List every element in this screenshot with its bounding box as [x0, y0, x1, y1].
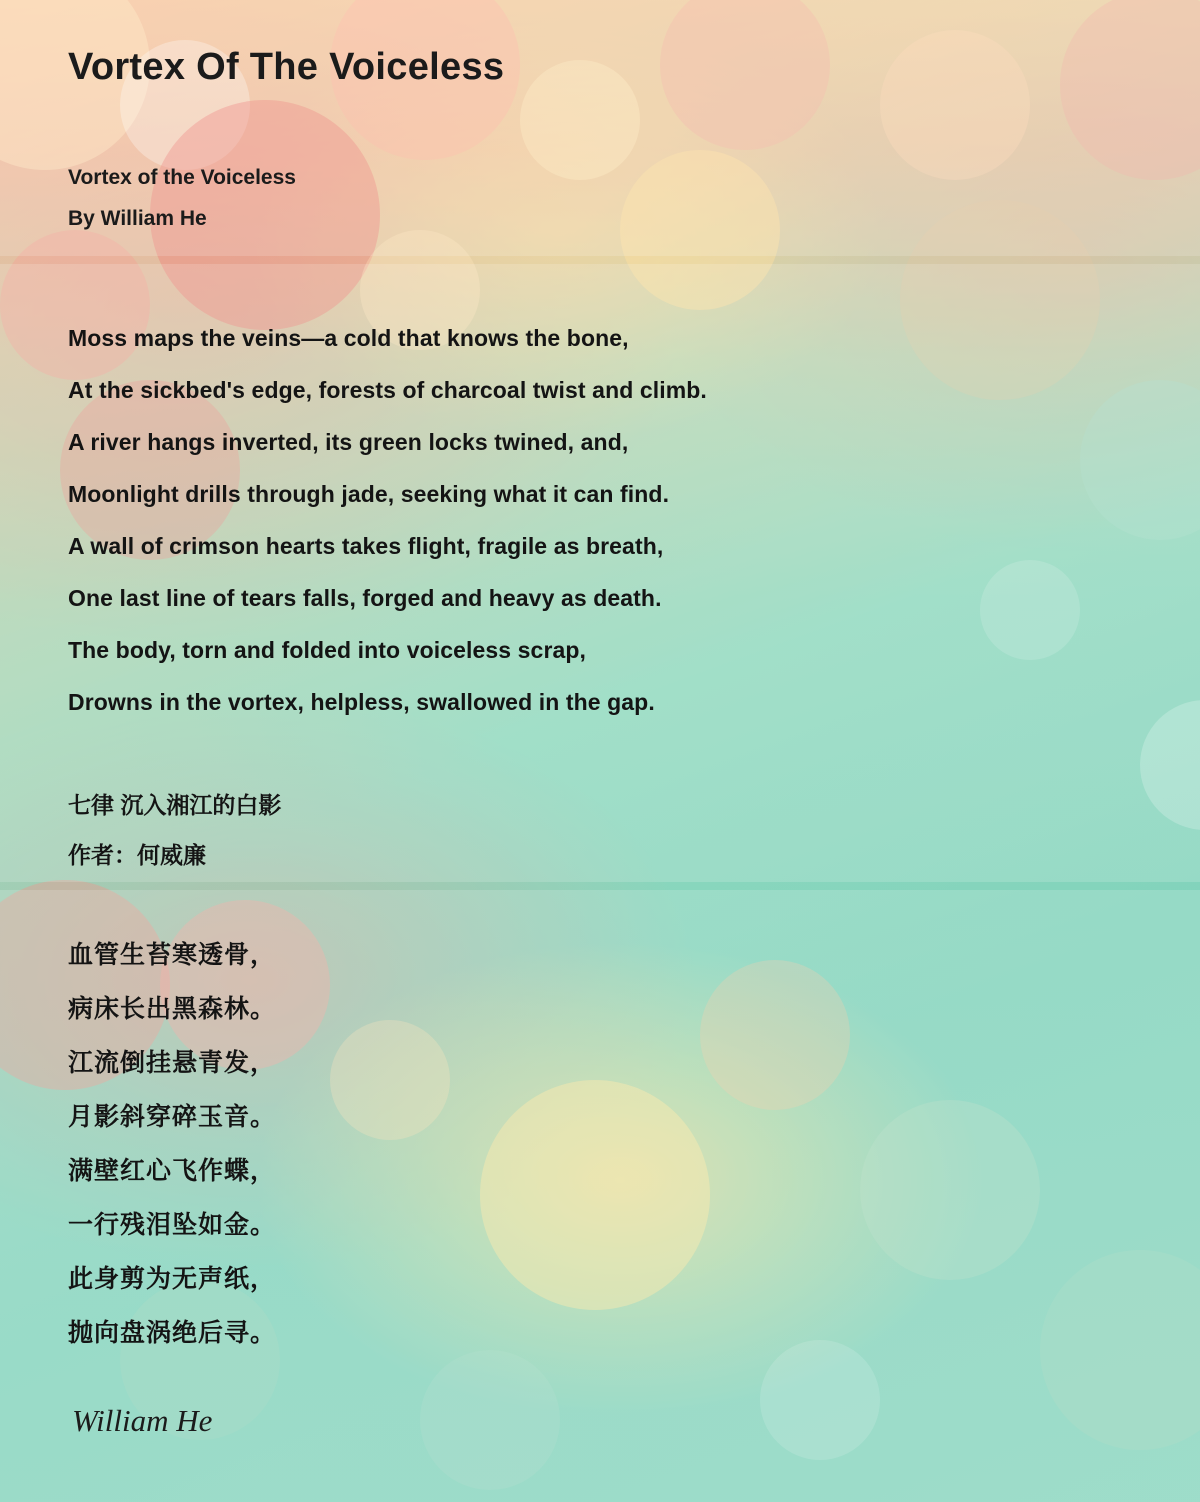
- poem-line-cn: 满壁红心飞作蝶，: [68, 1157, 277, 1185]
- poem-line-cn: 月影斜穿碎玉音。: [68, 1103, 277, 1131]
- page-title: Vortex Of The Voiceless: [68, 46, 505, 88]
- chinese-author: 作者：何威廉: [68, 842, 206, 868]
- byline-line: By William He: [68, 207, 207, 230]
- poem-line: One last line of tears falls, forged and heavy as death.: [68, 585, 662, 611]
- chinese-title: 七律 沉入湘江的白影: [68, 792, 282, 818]
- english-stanza: [68, 312, 707, 728]
- poem-line-cn: 病床长出黑森林。: [68, 995, 277, 1023]
- poem-line: Drowns in the vortex, helpless, swallowed in the gap.: [68, 689, 655, 715]
- poem-line-cn: 血管生苔寒透骨，: [68, 941, 277, 969]
- poem-line: A river hangs inverted, its green locks twined, and,: [68, 429, 629, 455]
- poem-line-cn: 江流倒挂悬青发，: [68, 1049, 277, 1077]
- poem-line-cn: 此身剪为无声纸，: [68, 1265, 277, 1293]
- byline-line: Vortex of the Voiceless: [68, 166, 296, 189]
- chinese-heading: [68, 780, 281, 880]
- poem-line: A wall of crimson hearts takes flight, fragile as breath,: [68, 533, 664, 559]
- byline: [68, 157, 296, 239]
- poem-line-cn: 一行残泪坠如金。: [68, 1211, 277, 1239]
- poem-line-cn: 抛向盘涡绝后寻。: [68, 1319, 277, 1347]
- author-signature: William He: [72, 1403, 213, 1438]
- chinese-stanza: [68, 928, 276, 1360]
- poem-line: The body, torn and folded into voiceless scrap,: [68, 637, 587, 663]
- poem-line: Moonlight drills through jade, seeking what it can find.: [68, 481, 670, 507]
- poem-line: At the sickbed's edge, forests of charcoal twist and climb.: [68, 377, 707, 403]
- poem-line: Moss maps the veins—a cold that knows the bone,: [68, 325, 629, 351]
